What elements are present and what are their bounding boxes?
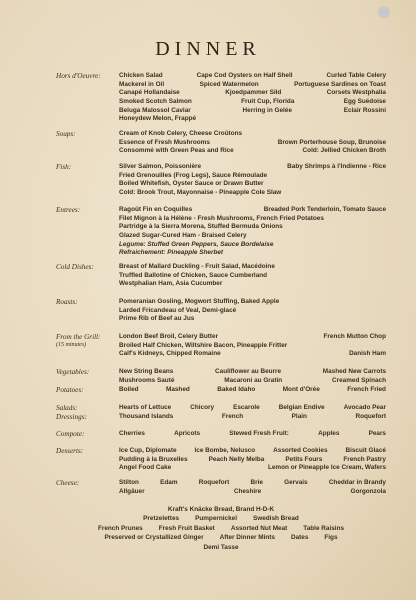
menu-item: French Mutton Chop: [323, 333, 386, 340]
section-items: [119, 430, 386, 439]
footer-item: Pretzelettes: [143, 515, 180, 523]
menu-item: Hearts of Lettuce: [119, 404, 172, 411]
menu-item: Fruit Cup, Florida: [241, 98, 295, 106]
menu-item: Breast of Mallard Duckling - Fruit Salad, Macédoine: [119, 263, 275, 270]
menu-row: [119, 241, 386, 250]
section-items: [119, 163, 386, 198]
menu-row: [119, 333, 386, 342]
menu-row: [119, 430, 386, 439]
footer-item: Preserved or Crystallized Ginger: [104, 534, 204, 542]
menu-item: Stilton: [119, 479, 139, 486]
menu-item: Cherries: [119, 430, 145, 437]
menu-item: Breaded Pork Tenderloin, Tomato Sauce: [263, 206, 386, 213]
menu-row: [119, 147, 386, 156]
menu-item: Plain: [291, 413, 307, 420]
menu-item: Cheshire: [233, 487, 262, 495]
section-label: Soups:: [56, 130, 76, 138]
menu-item: Legume: Stuffed Green Peppers, Sauce Bordelaise: [119, 240, 274, 248]
menu-item: Gervais: [284, 479, 308, 486]
section-label: Salads:: [56, 404, 78, 412]
menu-item: Pomeranian Gosling, Mogwort Stuffing, Baked Apple: [119, 298, 280, 305]
menu-item: Baby Shrimps à l'Indienne - Rice: [287, 163, 386, 170]
menu-row: [119, 81, 386, 90]
menu-item: Partridge à la Sierra Morena, Stuffed Bermuda Onions: [119, 223, 283, 231]
menu-item: Curled Table Celery: [326, 72, 386, 79]
menu-item: Gorgonzola: [350, 487, 386, 495]
menu-title: DINNER: [155, 38, 261, 60]
menu-item: Prime Rib of Beef au Jus: [119, 315, 195, 323]
section-label: Fish:: [56, 163, 72, 171]
footer-item: Fresh Fruit Basket: [158, 524, 215, 532]
menu-item: Belgian Endive: [278, 404, 325, 411]
menu-row: [119, 342, 386, 351]
menu-item: Refraichement: Pineapple Sherbet: [119, 249, 224, 257]
menu-row: [119, 130, 386, 139]
menu-item: Mont d'Orée: [282, 386, 320, 393]
menu-item: Mackerel in Oil: [119, 80, 165, 88]
menu-footer: [56, 505, 386, 552]
menu-row: [119, 447, 386, 456]
menu-item: Ragoût Fin en Coquilles: [119, 206, 193, 213]
menu-item: Cold: Jellied Chicken Broth: [302, 147, 386, 155]
menu-item: Mushrooms Sauté: [119, 376, 175, 384]
section-label: Vegetables:: [56, 368, 90, 376]
footer-row: [56, 514, 386, 523]
menu-item: Edam: [160, 479, 178, 486]
menu-row: [119, 163, 386, 172]
menu-item: Roquefort: [198, 479, 230, 486]
menu-item: Westphalian Ham, Asia Cucumber: [119, 280, 223, 288]
menu-item: Angel Food Cake: [119, 464, 172, 472]
footer-item: Assorted Nut Meat: [230, 524, 288, 532]
menu-item: Glazed Sugar-Cured Ham - Braised Celery: [119, 232, 247, 240]
menu-item: Broiled Half Chicken, Wiltshire Bacon, Pineapple Fritter: [119, 341, 288, 349]
menu-item: Cape Cod Oysters on Half Shell: [196, 72, 293, 79]
section-items: [119, 386, 386, 395]
footer-item: Kraft's Knäcke Bread, Brand H-D-K: [167, 506, 275, 513]
section-label: From the Grill:: [56, 333, 101, 341]
menu-item: London Beef Broil, Celery Butter: [119, 333, 219, 340]
menu-row: [119, 464, 386, 473]
menu-row: [119, 404, 386, 413]
menu-row: [119, 232, 386, 241]
menu-item: Chicory: [190, 404, 215, 411]
section-label: Roasts:: [56, 298, 78, 306]
menu-item: Smoked Scotch Salmon: [119, 98, 192, 106]
menu-item: Cream of Knob Celery, Cheese Croûtons: [119, 130, 243, 137]
menu-item: French Pastry: [343, 455, 386, 463]
menu-row: [119, 386, 386, 395]
section-items: [119, 206, 386, 258]
menu-item: Biscuit Glacé: [345, 447, 386, 454]
menu-item: Chicken Salad: [119, 72, 163, 79]
menu-row: [119, 307, 386, 316]
menu-row: [119, 115, 386, 124]
menu-item: Brown Porterhouse Soup, Brunoise: [277, 138, 386, 146]
section-label: Desserts:: [56, 447, 84, 455]
menu-row: [119, 223, 386, 232]
menu-item: Honeydew Melon, Frappé: [119, 115, 197, 123]
footer-item: Pumpernickel: [195, 515, 237, 523]
menu-row: [119, 377, 386, 386]
footer-item: Figs: [324, 534, 338, 542]
section-sublabel: (15 minutes): [56, 341, 87, 348]
menu-item: Kjoedpammer Sild: [225, 89, 282, 97]
menu-row: [119, 89, 386, 98]
footer-item: Swedish Bread: [252, 515, 299, 523]
menu-item: Mashed New Carrots: [322, 368, 386, 375]
menu-item: Petits Fours: [285, 455, 323, 463]
menu-item: Essence of Fresh Mushrooms: [119, 138, 210, 146]
menu-item: Boiled Whitefish, Oyster Sauce or Drawn Butter: [119, 180, 264, 188]
menu-item: Calf's Kidneys, Chipped Romaine: [119, 350, 221, 358]
menu-row: [119, 98, 386, 107]
section-label: Entrees:: [56, 206, 81, 214]
menu-item: Cold: Brook Trout, Mayonnaise - Pineapple Cole Slaw: [119, 189, 282, 197]
menu-item: Canapé Hollandaise: [119, 89, 180, 97]
menu-row: [119, 272, 386, 281]
menu-row: [119, 215, 386, 224]
section-label: Cold Dishes:: [56, 263, 94, 271]
footer-item: Dates: [290, 534, 309, 542]
menu-item: Beluga Malossol Caviar: [119, 106, 191, 114]
menu-item: Filet Mignon à la Hélène - Fresh Mushrooms, French Fried Potatoes: [119, 214, 324, 222]
menu-item: Apples: [318, 430, 340, 437]
menu-item: Stewed Fresh Fruit:: [229, 430, 289, 437]
menu-item: Ice Bombe, Nelusco: [194, 447, 256, 454]
section-items: [119, 333, 386, 359]
menu-row: [119, 368, 386, 377]
section-items: [119, 404, 386, 413]
menu-item: French: [221, 413, 244, 420]
section-items: [119, 263, 386, 289]
menu-item: Peach Nelly Melba: [208, 455, 265, 463]
menu-item: New String Beans: [119, 368, 174, 375]
menu-row: [119, 263, 386, 272]
menu-item: Herring in Gelée: [242, 106, 292, 114]
section-items: [119, 368, 386, 385]
menu-row: [119, 298, 386, 307]
section-label: Potatoes:: [56, 386, 84, 394]
section-label: Cheese:: [56, 479, 80, 487]
menu-item: Silver Salmon, Poissonière: [119, 163, 202, 170]
menu-item: Consommé with Green Peas and Rice: [119, 147, 234, 155]
menu-item: Portuguese Sardines on Toast: [294, 80, 386, 88]
footer-item: French Prunes: [97, 524, 143, 532]
menu-item: Cheddar in Brandy: [328, 479, 386, 486]
menu-row: [119, 315, 386, 324]
menu-item: Boiled: [119, 386, 139, 393]
footer-row: [56, 533, 386, 542]
menu-item: Macaroni au Gratin: [224, 376, 283, 384]
menu-item: Danish Ham: [349, 350, 386, 358]
menu-item: Pears: [368, 430, 386, 437]
menu-row: [119, 107, 386, 116]
menu-item: Mashed: [166, 386, 190, 393]
menu-item: Brie: [250, 479, 263, 486]
menu-row: [119, 180, 386, 189]
menu-row: [119, 139, 386, 148]
menu-row: [119, 280, 386, 289]
menu-row: [119, 456, 386, 465]
menu-row: [119, 172, 386, 181]
menu-row: [119, 249, 386, 258]
menu-item: Corsets Westphalia: [326, 89, 386, 97]
footer-item: After Dinner Mints: [219, 534, 275, 542]
footer-item: Demi Tasse: [203, 543, 239, 551]
menu-item: Eclair Rossini: [343, 106, 386, 114]
menu-item: Cauliflower au Beurre: [215, 368, 282, 375]
section-label: Dressings:: [56, 413, 87, 421]
footer-row: [56, 505, 386, 514]
menu-row: [119, 413, 386, 422]
menu-item: Lemon or Pineapple Ice Cream, Wafers: [267, 464, 386, 472]
menu-item: Truffled Ballotine of Chicken, Sauce Cumberland: [119, 271, 268, 279]
section-items: [119, 447, 386, 473]
menu-item: French Fried: [347, 386, 386, 393]
menu-item: Fried Grenouilles (Frog Legs), Sauce Rémoulade: [119, 171, 268, 179]
menu-item: Baked Idaho: [217, 386, 256, 393]
section-items: [119, 413, 386, 422]
menu-item: Assorted Cookies: [273, 447, 328, 454]
menu-item: Pudding à la Bruxelles: [119, 455, 188, 463]
section-items: [119, 479, 386, 496]
menu-item: Avocado Pear: [343, 404, 386, 411]
menu-item: Thousand Islands: [119, 413, 174, 420]
menu-item: Escarole: [233, 404, 260, 411]
section-items: [119, 298, 386, 324]
menu-item: Larded Fricandeau of Veal, Demi-glacé: [119, 306, 237, 314]
menu-row: [119, 488, 386, 497]
footer-row: [56, 543, 386, 552]
menu-row: [119, 479, 386, 488]
menu-item: Allgäuer: [119, 487, 145, 495]
section-items: [119, 130, 386, 156]
menu-item: Creamed Spinach: [332, 376, 386, 384]
menu-item: Spiced Watermelon: [199, 80, 259, 88]
paper-stain: [378, 6, 390, 18]
section-label: Compote:: [56, 430, 85, 438]
menu-row: [119, 206, 386, 215]
menu-row: [119, 189, 386, 198]
footer-item: Table Raisins: [303, 524, 345, 532]
menu-row: [119, 72, 386, 81]
menu-row: [119, 350, 386, 359]
menu-item: Egg Suédoise: [343, 98, 386, 106]
section-label: Hors d'Oeuvre:: [56, 72, 101, 80]
menu-item: Roquefort: [355, 413, 386, 420]
section-items: [119, 72, 386, 124]
menu-item: Apricots: [174, 430, 201, 437]
footer-row: [56, 524, 386, 533]
menu-item: Ice Cup, Diplomate: [119, 447, 177, 454]
